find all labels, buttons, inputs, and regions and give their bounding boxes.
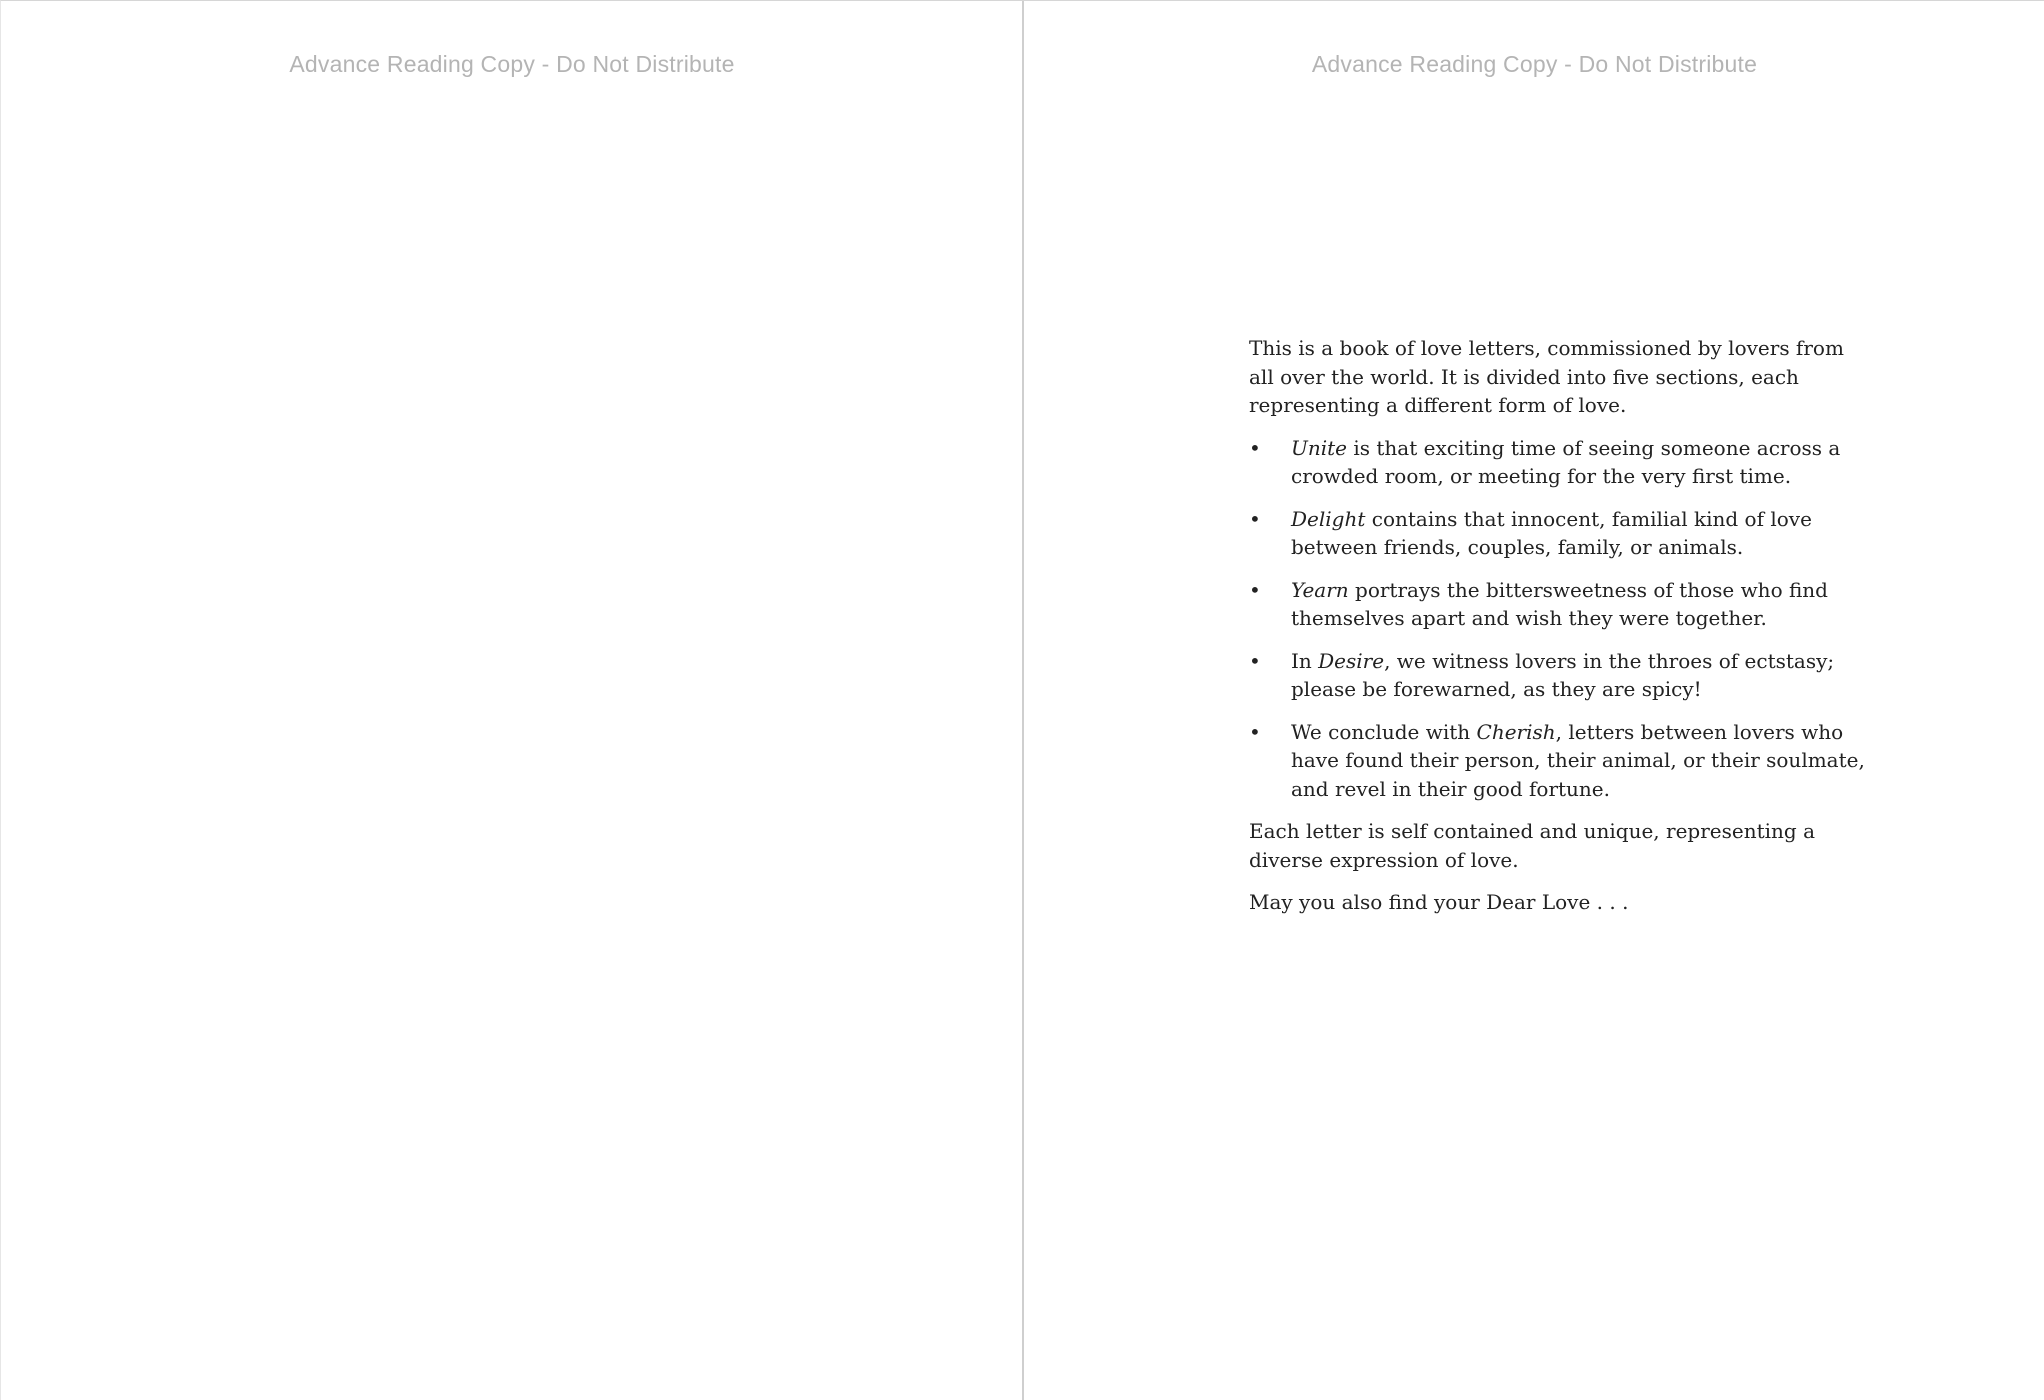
bullet-icon: • bbox=[1249, 577, 1261, 602]
bullet-icon: • bbox=[1249, 719, 1261, 744]
section-before: We conclude with bbox=[1291, 719, 1477, 744]
section-list bbox=[1249, 434, 1869, 804]
list-item-cherish bbox=[1249, 718, 1869, 804]
right-page bbox=[1024, 1, 2044, 1400]
section-description: contains that innocent, familial kind of love between friends, couples, family, or animals. bbox=[1291, 506, 1812, 559]
section-before: In bbox=[1291, 648, 1319, 673]
left-page bbox=[1, 1, 1023, 1400]
bullet-icon: • bbox=[1249, 648, 1261, 673]
list-item-yearn bbox=[1249, 576, 1869, 633]
closing-paragraph: Each letter is self contained and unique, representing a diverse expression of love. bbox=[1249, 819, 1815, 872]
watermark-left: Advance Reading Copy - Do Not Distribute bbox=[289, 51, 735, 77]
section-description: , letters between lovers who have found their person, their animal, or their soulmate, and revel in their good fortune. bbox=[1291, 719, 1865, 801]
section-name: Delight bbox=[1291, 506, 1366, 531]
section-name: Yearn bbox=[1291, 577, 1349, 602]
list-item-delight bbox=[1249, 505, 1869, 562]
watermark-right: Advance Reading Copy - Do Not Distribute bbox=[1311, 51, 1758, 77]
section-name: Cherish bbox=[1476, 719, 1556, 744]
foreword-text bbox=[1249, 334, 1869, 931]
closing-line: May you also find your Dear Love . . . bbox=[1249, 890, 1629, 914]
list-item-unite bbox=[1249, 434, 1869, 491]
intro-paragraph: This is a book of love letters, commissioned by lovers from all over the world. It is divided into five sections, each representing a different form of love. bbox=[1249, 336, 1844, 417]
section-description: , we witness lovers in the throes of ectstasy; please be forewarned, as they are spicy! bbox=[1291, 648, 1835, 701]
section-description: portrays the bittersweetness of those who find themselves apart and wish they were together. bbox=[1291, 577, 1828, 630]
section-name: Unite bbox=[1291, 435, 1348, 460]
list-item-desire bbox=[1249, 647, 1869, 704]
bullet-icon: • bbox=[1249, 506, 1261, 531]
bullet-icon: • bbox=[1249, 435, 1261, 460]
section-name: Desire bbox=[1318, 648, 1385, 673]
section-description: is that exciting time of seeing someone across a crowded room, or meeting for the very first time. bbox=[1291, 435, 1841, 488]
